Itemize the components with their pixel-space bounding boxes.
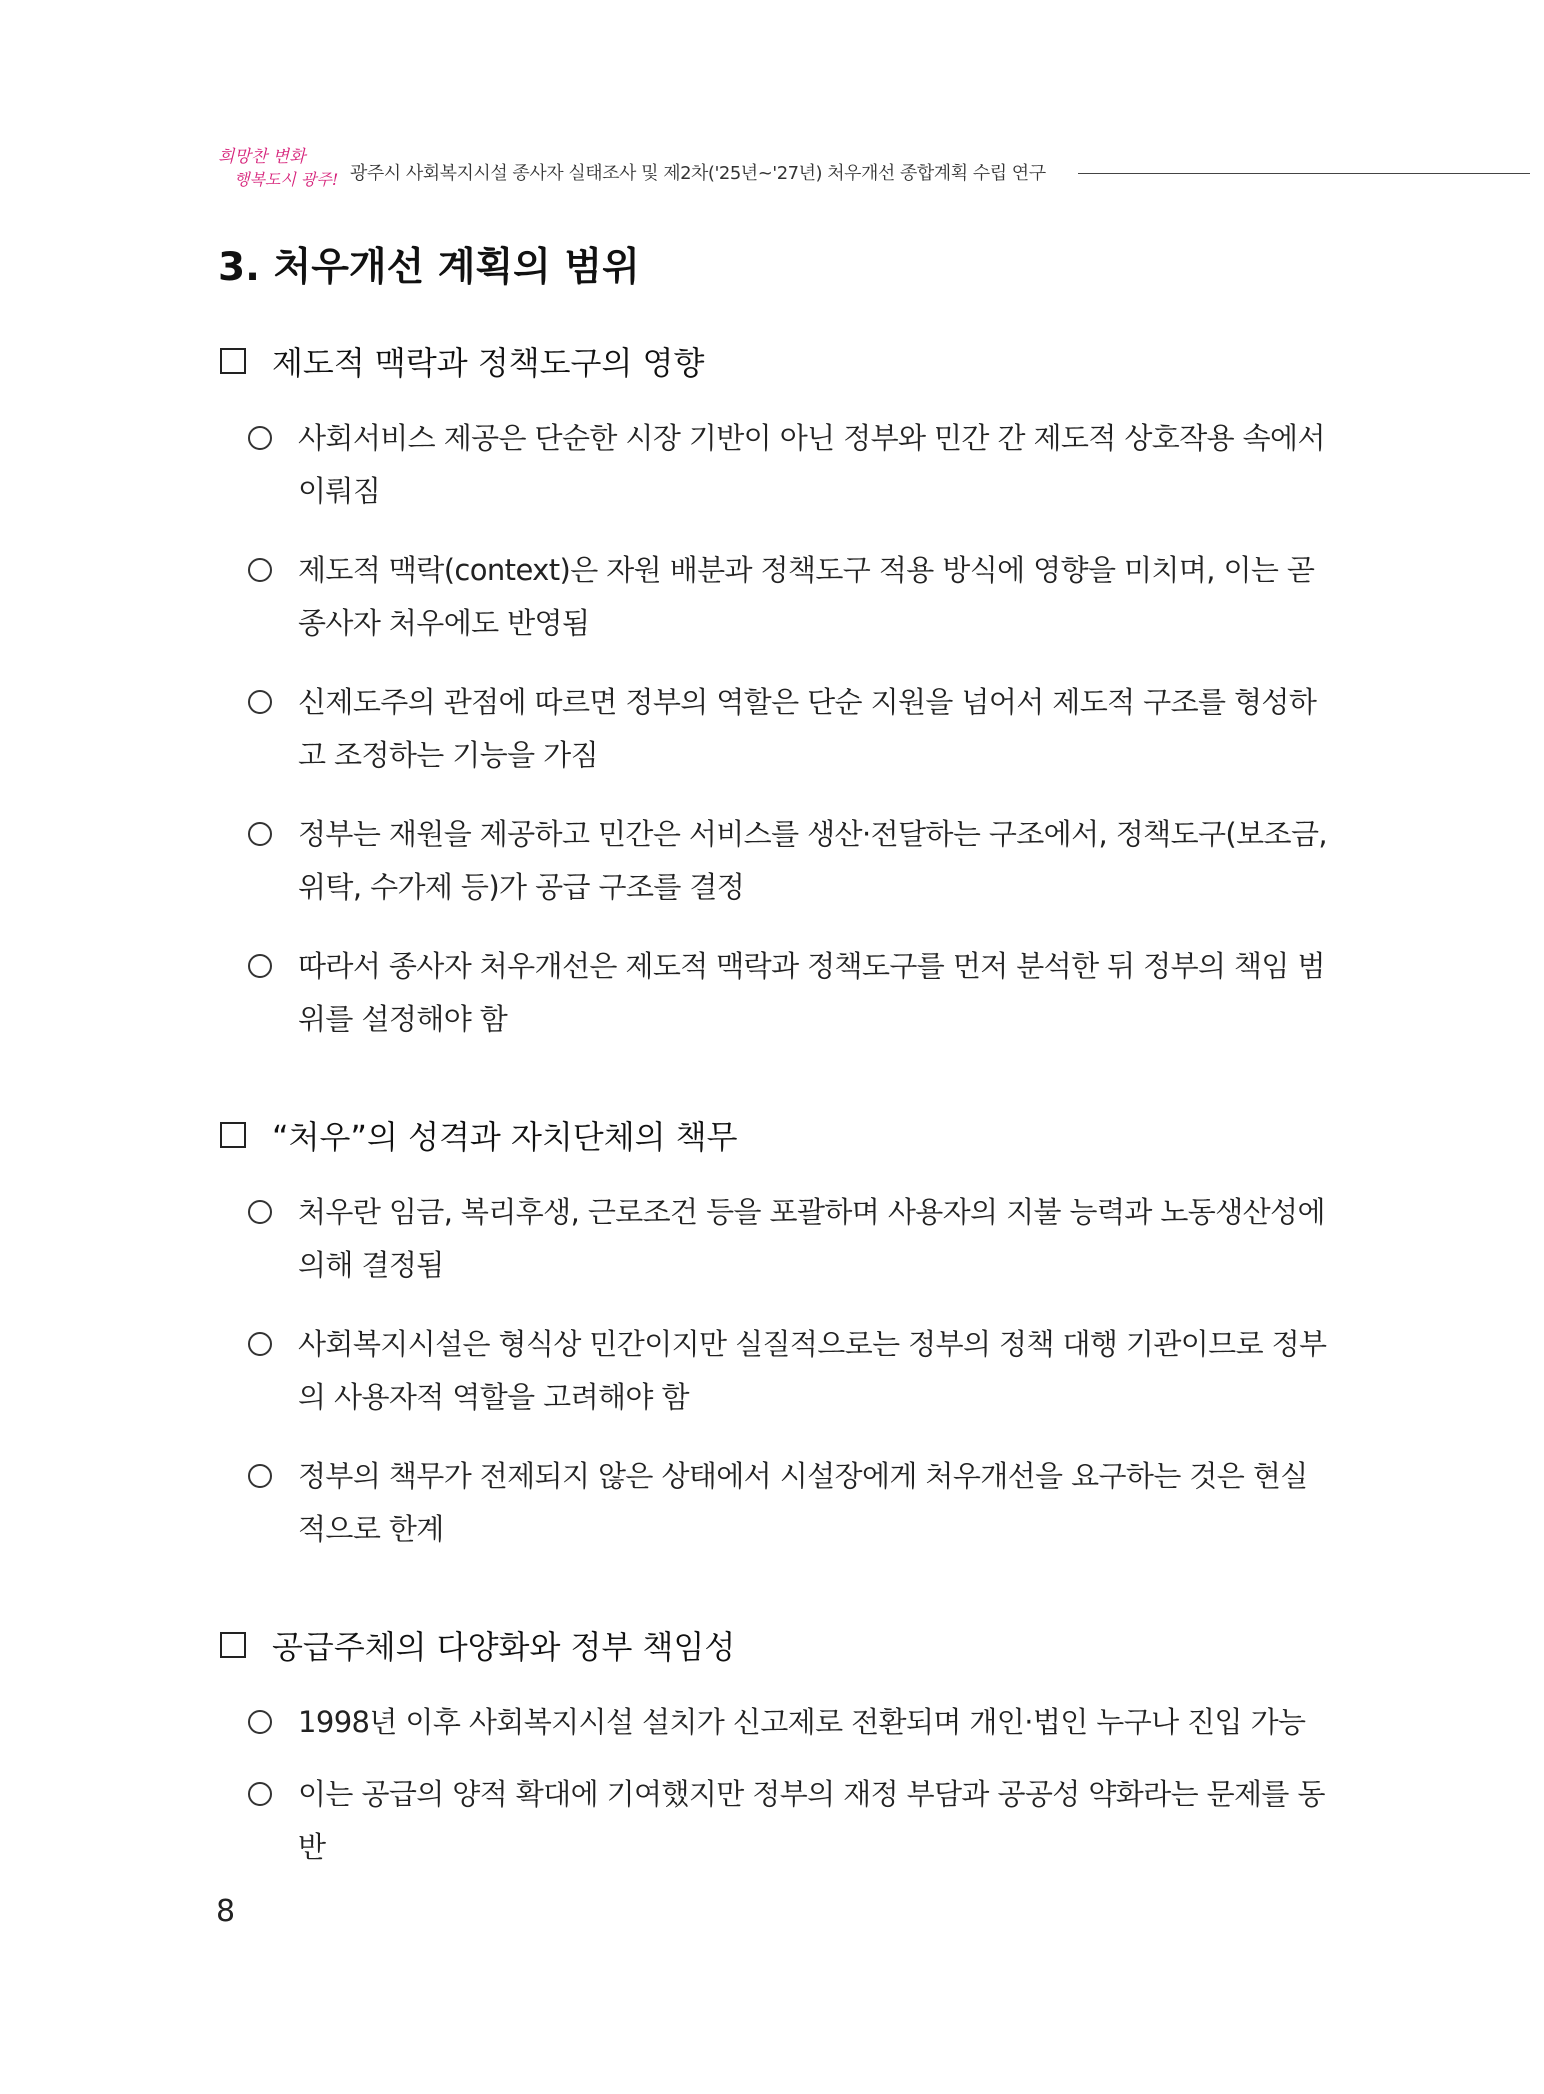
list-item-text: 사회서비스 제공은 단순한 시장 기반이 아닌 정부와 민간 간 제도적 상호작용 속에서 이뤄짐 [298, 421, 1325, 508]
circle-bullet-icon [248, 822, 272, 846]
list-item [248, 1450, 1328, 1556]
list-item [248, 544, 1328, 650]
list-item [248, 808, 1328, 914]
circle-bullet-icon [248, 558, 272, 582]
list-item-text: 정부는 재원을 제공하고 민간은 서비스를 생산·전달하는 구조에서, 정책도구(보조금, 위탁, 수가제 등)가 공급 구조를 결정 [298, 817, 1327, 904]
subsection-heading-1 [220, 338, 704, 384]
list-item-text: 제도적 맥락(context)은 자원 배분과 정책도구 적용 방식에 영향을 미치며, 이는 곧 종사자 처우에도 반영됨 [298, 553, 1315, 640]
circle-bullet-icon [248, 1464, 272, 1488]
list-item [248, 1768, 1328, 1874]
list-item-text: 따라서 종사자 처우개선은 제도적 맥락과 정책도구를 먼저 분석한 뒤 정부의 책임 범위를 설정해야 함 [298, 949, 1325, 1036]
header-divider [1078, 173, 1530, 174]
running-title: 광주시 사회복지시설 종사자 실태조사 및 제2차('25년~'27년) 처우개선 종합계획 수립 연구 [350, 163, 1046, 184]
subsection-heading-text: 공급주체의 다양화와 정부 책임성 [272, 1628, 736, 1666]
circle-bullet-icon [248, 1332, 272, 1356]
list-item [248, 940, 1328, 1046]
list-item-text: 처우란 임금, 복리후생, 근로조건 등을 포괄하며 사용자의 지불 능력과 노동생산성에 의해 결정됨 [298, 1195, 1325, 1282]
checkbox-square-icon [220, 348, 246, 374]
list-item-text: 사회복지시설은 형식상 민간이지만 실질적으로는 정부의 정책 대행 기관이므로 정부의 사용자적 역할을 고려해야 함 [298, 1327, 1327, 1414]
list-item-text: 1998년 이후 사회복지시설 설치가 신고제로 전환되며 개인·법인 누구나 진입 가능 [298, 1705, 1306, 1739]
circle-bullet-icon [248, 1710, 272, 1734]
list-item-text: 신제도주의 관점에 따르면 정부의 역할은 단순 지원을 넘어서 제도적 구조를 형성하고 조정하는 기능을 가짐 [298, 685, 1317, 772]
logo-line-1: 희망찬 변화 [218, 147, 306, 167]
circle-bullet-icon [248, 1200, 272, 1224]
checkbox-square-icon [220, 1632, 246, 1658]
list-item [248, 676, 1328, 782]
list-item-text: 이는 공급의 양적 확대에 기여했지만 정부의 재정 부담과 공공성 약화라는 문제를 동반 [298, 1777, 1325, 1864]
logo-line-2: 행복도시 광주! [234, 170, 339, 189]
running-header [216, 142, 1536, 192]
subsection-heading-text: 제도적 맥락과 정책도구의 영향 [272, 344, 705, 382]
circle-bullet-icon [248, 690, 272, 714]
list-item [248, 1696, 1328, 1749]
subsection-heading-text: “처우”의 성격과 자치단체의 책무 [272, 1118, 738, 1156]
page-number: 8 [216, 1894, 236, 1929]
list-item [248, 412, 1328, 518]
circle-bullet-icon [248, 1782, 272, 1806]
slogan-logo [216, 142, 341, 192]
list-item-text: 정부의 책무가 전제되지 않은 상태에서 시설장에게 처우개선을 요구하는 것은 현실적으로 한계 [298, 1459, 1308, 1546]
circle-bullet-icon [248, 426, 272, 450]
subsection-heading-2 [220, 1112, 738, 1158]
checkbox-square-icon [220, 1122, 246, 1148]
list-item [248, 1186, 1328, 1292]
circle-bullet-icon [248, 954, 272, 978]
subsection-heading-3 [220, 1622, 735, 1668]
list-item [248, 1318, 1328, 1424]
section-title: 3. 처우개선 계획의 범위 [218, 245, 640, 290]
